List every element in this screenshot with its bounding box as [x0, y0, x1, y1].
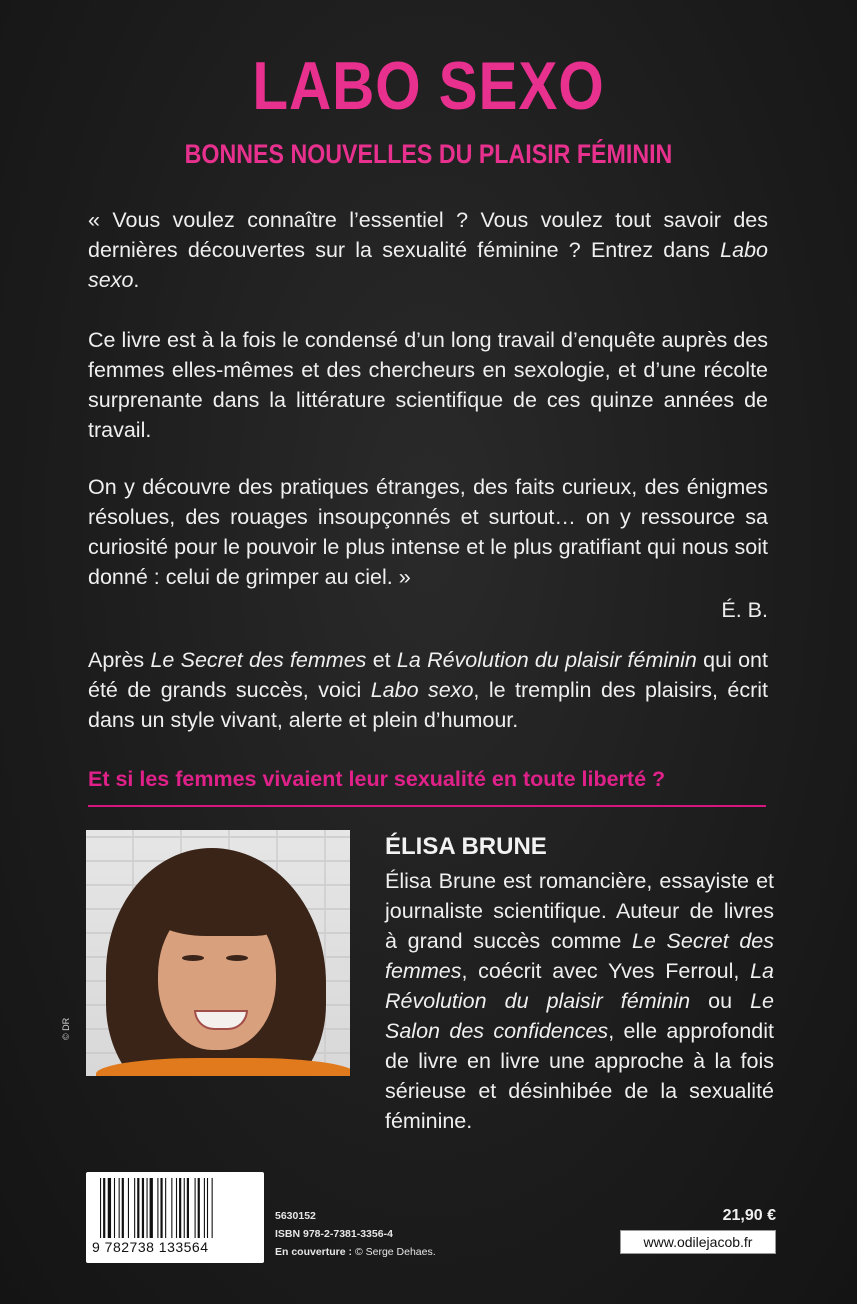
blurb-paragraph-3: On y découvre des pratiques étranges, des faits curieux, des énigmes résolues, des rouages insoupçonnés et surtout… on y ressource sa curiosité pour le pouvoir le plus intense et le plus gratifiant qui nous soit donné : celui de grimper au ciel. » [88, 475, 768, 589]
barcode-bars [98, 1178, 256, 1238]
photo-credit: © DR [61, 1017, 71, 1040]
cover-credit: En couverture : © Serge Dehaes. [275, 1246, 436, 1258]
blurb-paragraph-1: « Vous voulez connaître l’essentiel ? Vous voulez tout savoir des dernières découvertes sur la sexualité féminine ? Entrez dans Labo sexo. [88, 208, 768, 292]
tagline: Et si les femmes vivaient leur sexualité en toute liberté ? [88, 767, 666, 791]
price: 21,90 € [722, 1207, 776, 1224]
author-name: ÉLISA BRUNE [385, 833, 547, 860]
isbn: ISBN 978-2-7381-3356-4 [275, 1228, 393, 1240]
author-photo [86, 830, 350, 1076]
barcode [86, 1172, 264, 1263]
book-subtitle: BONNES NOUVELLES DU PLAISIR FÉMININ [184, 139, 673, 169]
book-title: LABO SEXO [252, 48, 605, 124]
blurb-paragraph-2: Ce livre est à la fois le condensé d’un long travail d’enquête auprès des femmes elles-mêmes et des chercheurs en sexologie, et d’une récolte surprenante dans la littérature scientifique de ces quinze années de travail. [88, 328, 768, 442]
author-bio: Élisa Brune est romancière, essayiste et journaliste scientifique. Auteur de livres à grand succès comme Le Secret des femmes, coécrit avec Yves Ferroul, La Révolution du plaisir féminin ou Le Salon des confidences, elle approfondit de livre en livre une approche à la fois sérieuse et désinhibée de la sexualité féminine. [385, 869, 774, 1133]
divider-rule [88, 805, 766, 807]
blurb-paragraph-4: Après Le Secret des femmes et La Révolution du plaisir féminin qui ont été de grands succès, voici Labo sexo, le tremplin des plaisirs, écrit dans un style vivant, alerte et plein d’humour. [88, 648, 769, 732]
blurb-signature: É. B. [721, 598, 768, 622]
publisher-website[interactable]: www.odilejacob.fr [620, 1230, 776, 1254]
product-code: 5630152 [275, 1210, 316, 1222]
barcode-digits: 9 782738 133564 [92, 1239, 209, 1255]
